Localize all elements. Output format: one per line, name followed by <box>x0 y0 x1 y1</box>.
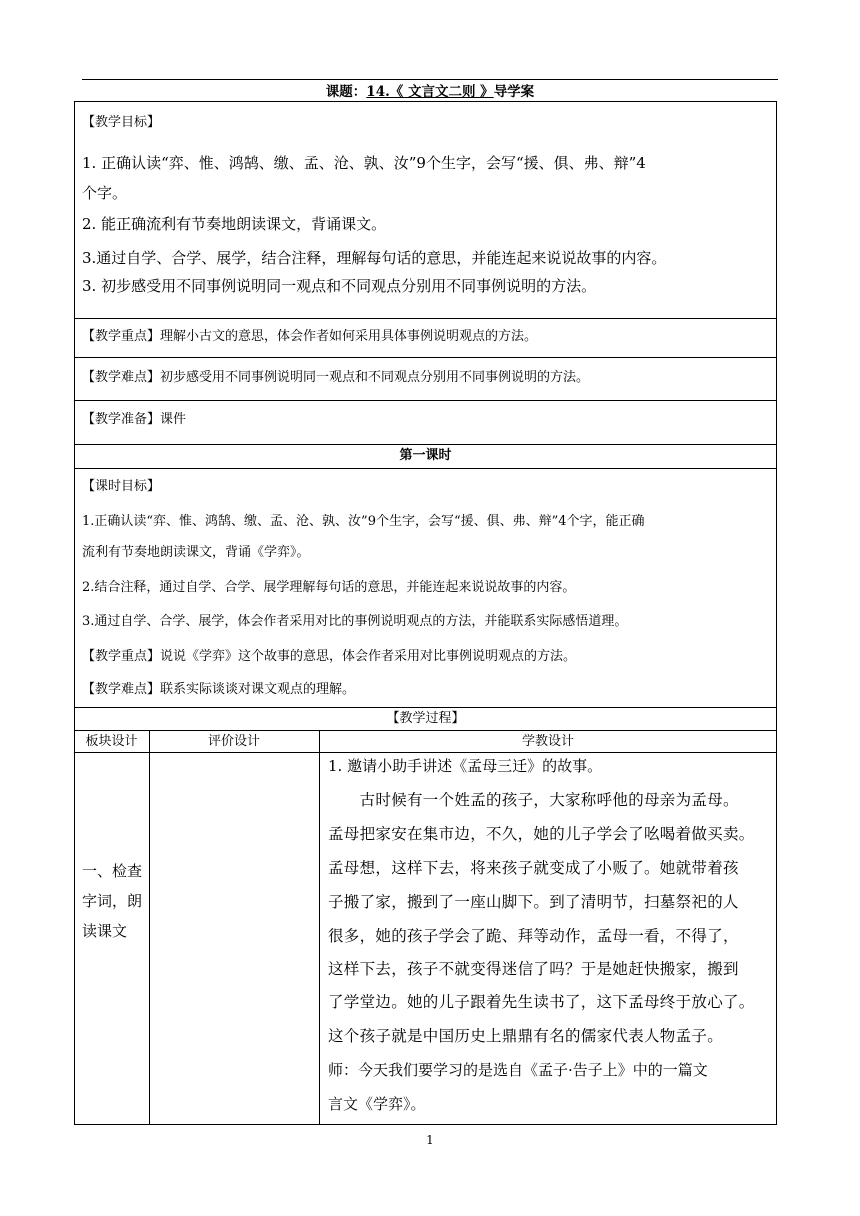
process-heading: 【教学过程】 <box>386 711 465 726</box>
lesson1-heading: 第一课时 <box>399 448 452 463</box>
lesson1-objective-3: 3.通过自学、合学、展学，体会作者采用对比的事例说明观点的方法，并能联系实际感悟道理。 <box>82 614 628 629</box>
design-line: 了学堂边。她的儿子跟着先生读书了，这下孟母终于放心了。 <box>328 993 755 1011</box>
column-header-evaluation: 评价设计 <box>207 734 260 749</box>
lesson1-key-label: 【教学重点】 <box>82 649 161 664</box>
title-lesson: 14.《 文言文二则 》 <box>366 84 494 100</box>
lesson1-key-text: 说说《学弈》这个故事的意思，体会作者采用对比事例说明观点的方法。 <box>160 649 577 664</box>
page-title <box>82 82 778 102</box>
row-divider <box>74 444 777 445</box>
objective-1: 1. 正确认读“弈、惟、鸿鹄、缴、孟、沧、孰、汝”9个生字，会写“援、俱、弗、辩”4 <box>82 154 646 172</box>
design-line: 孟母想，这样下去，将来孩子就变成了小贩了。她就带着孩 <box>328 859 739 877</box>
module-name-line: 字词，朗 <box>82 892 143 910</box>
row-divider <box>74 318 777 319</box>
column-header-design: 学教设计 <box>521 734 574 749</box>
lesson1-key-point <box>82 648 576 666</box>
lesson1-difficulty <box>82 681 355 699</box>
design-line: 言文《学弈》。 <box>328 1095 426 1113</box>
lesson1-diff-label: 【教学难点】 <box>82 682 161 697</box>
difficulty-label: 【教学难点】 <box>82 370 161 385</box>
difficulty-text: 初步感受用不同事例说明同一观点和不同观点分别用不同事例说明的方法。 <box>160 370 590 385</box>
module-name-line: 读课文 <box>82 922 128 940</box>
column-divider <box>319 730 320 1125</box>
objective-1-cont: 个字。 <box>82 184 128 202</box>
preparation <box>82 411 186 429</box>
lesson1-objective-2: 2.结合注释，通过自学、合学、展学理解每句话的意思，并能连起来说说故事的内容。 <box>82 580 576 595</box>
row-divider <box>74 707 777 708</box>
row-divider <box>74 400 777 401</box>
objectives-heading: 【教学目标】 <box>82 115 161 130</box>
row-divider <box>74 357 777 358</box>
lesson1-objective-1-cont: 流利有节奏地朗读课文，背诵《学弈》。 <box>82 545 310 560</box>
header-rule <box>82 79 778 80</box>
lesson1-objectives-heading: 【课时目标】 <box>82 479 161 494</box>
design-line: 1. 邀请小助手讲述《孟母三迁》的故事。 <box>328 757 603 775</box>
lesson1-diff-text: 联系实际谈谈对课文观点的理解。 <box>160 682 356 697</box>
design-line: 孟母把家安在集市边，不久，她的儿子学会了吆喝着做买卖。 <box>328 825 755 843</box>
row-divider <box>74 752 777 753</box>
lesson1-objective-1: 1.正确认读“弈、惟、鸿鹄、缴、孟、沧、孰、汝”9个生字，会写“援、俱、弗、辩”4个字，能正确 <box>82 514 645 529</box>
preparation-label: 【教学准备】 <box>82 412 161 427</box>
design-line: 古时候有一个姓孟的孩子，大家称呼他的母亲为孟母。 <box>328 791 739 809</box>
title-suffix: 导学案 <box>493 84 535 100</box>
key-point-text: 理解小古文的意思，体会作者如何采用具体事例说明观点的方法。 <box>160 329 538 344</box>
preparation-text: 课件 <box>160 412 187 427</box>
module-name-line: 一、检查 <box>82 862 143 880</box>
module-name <box>82 856 142 946</box>
objective-3: 3.通过自学、合学、展学，结合注释，理解每句话的意思，并能连起来说说故事的内容。 <box>82 249 667 267</box>
key-point <box>82 328 537 346</box>
title-prefix: 课题： <box>325 84 367 100</box>
row-divider <box>74 730 777 731</box>
column-header-module: 板块设计 <box>85 734 138 749</box>
design-line: 很多，她的孩子学会了跪、拜等动作，孟母一看，不得了， <box>328 927 739 945</box>
page-number: 1 <box>426 1133 434 1147</box>
design-line: 师：今天我们要学习的是选自《孟子·告子上》中的一篇文 <box>328 1061 708 1079</box>
row-divider <box>74 468 777 469</box>
objective-2: 2. 能正确流利有节奏地朗读课文，背诵课文。 <box>82 215 387 233</box>
design-line: 子搬了家，搬到了一座山脚下。到了清明节，扫墓祭祀的人 <box>328 893 739 911</box>
objective-4: 3. 初步感受用不同事例说明同一观点和不同观点分别用不同事例说明的方法。 <box>82 277 597 295</box>
column-divider <box>149 730 150 1125</box>
design-line: 这个孩子就是中国历史上鼎鼎有名的儒家代表人物孟子。 <box>328 1027 724 1045</box>
key-point-label: 【教学重点】 <box>82 329 161 344</box>
difficulty <box>82 369 589 387</box>
design-line: 这样下去，孩子不就变得迷信了吗？于是她赶快搬家，搬到 <box>328 960 739 978</box>
